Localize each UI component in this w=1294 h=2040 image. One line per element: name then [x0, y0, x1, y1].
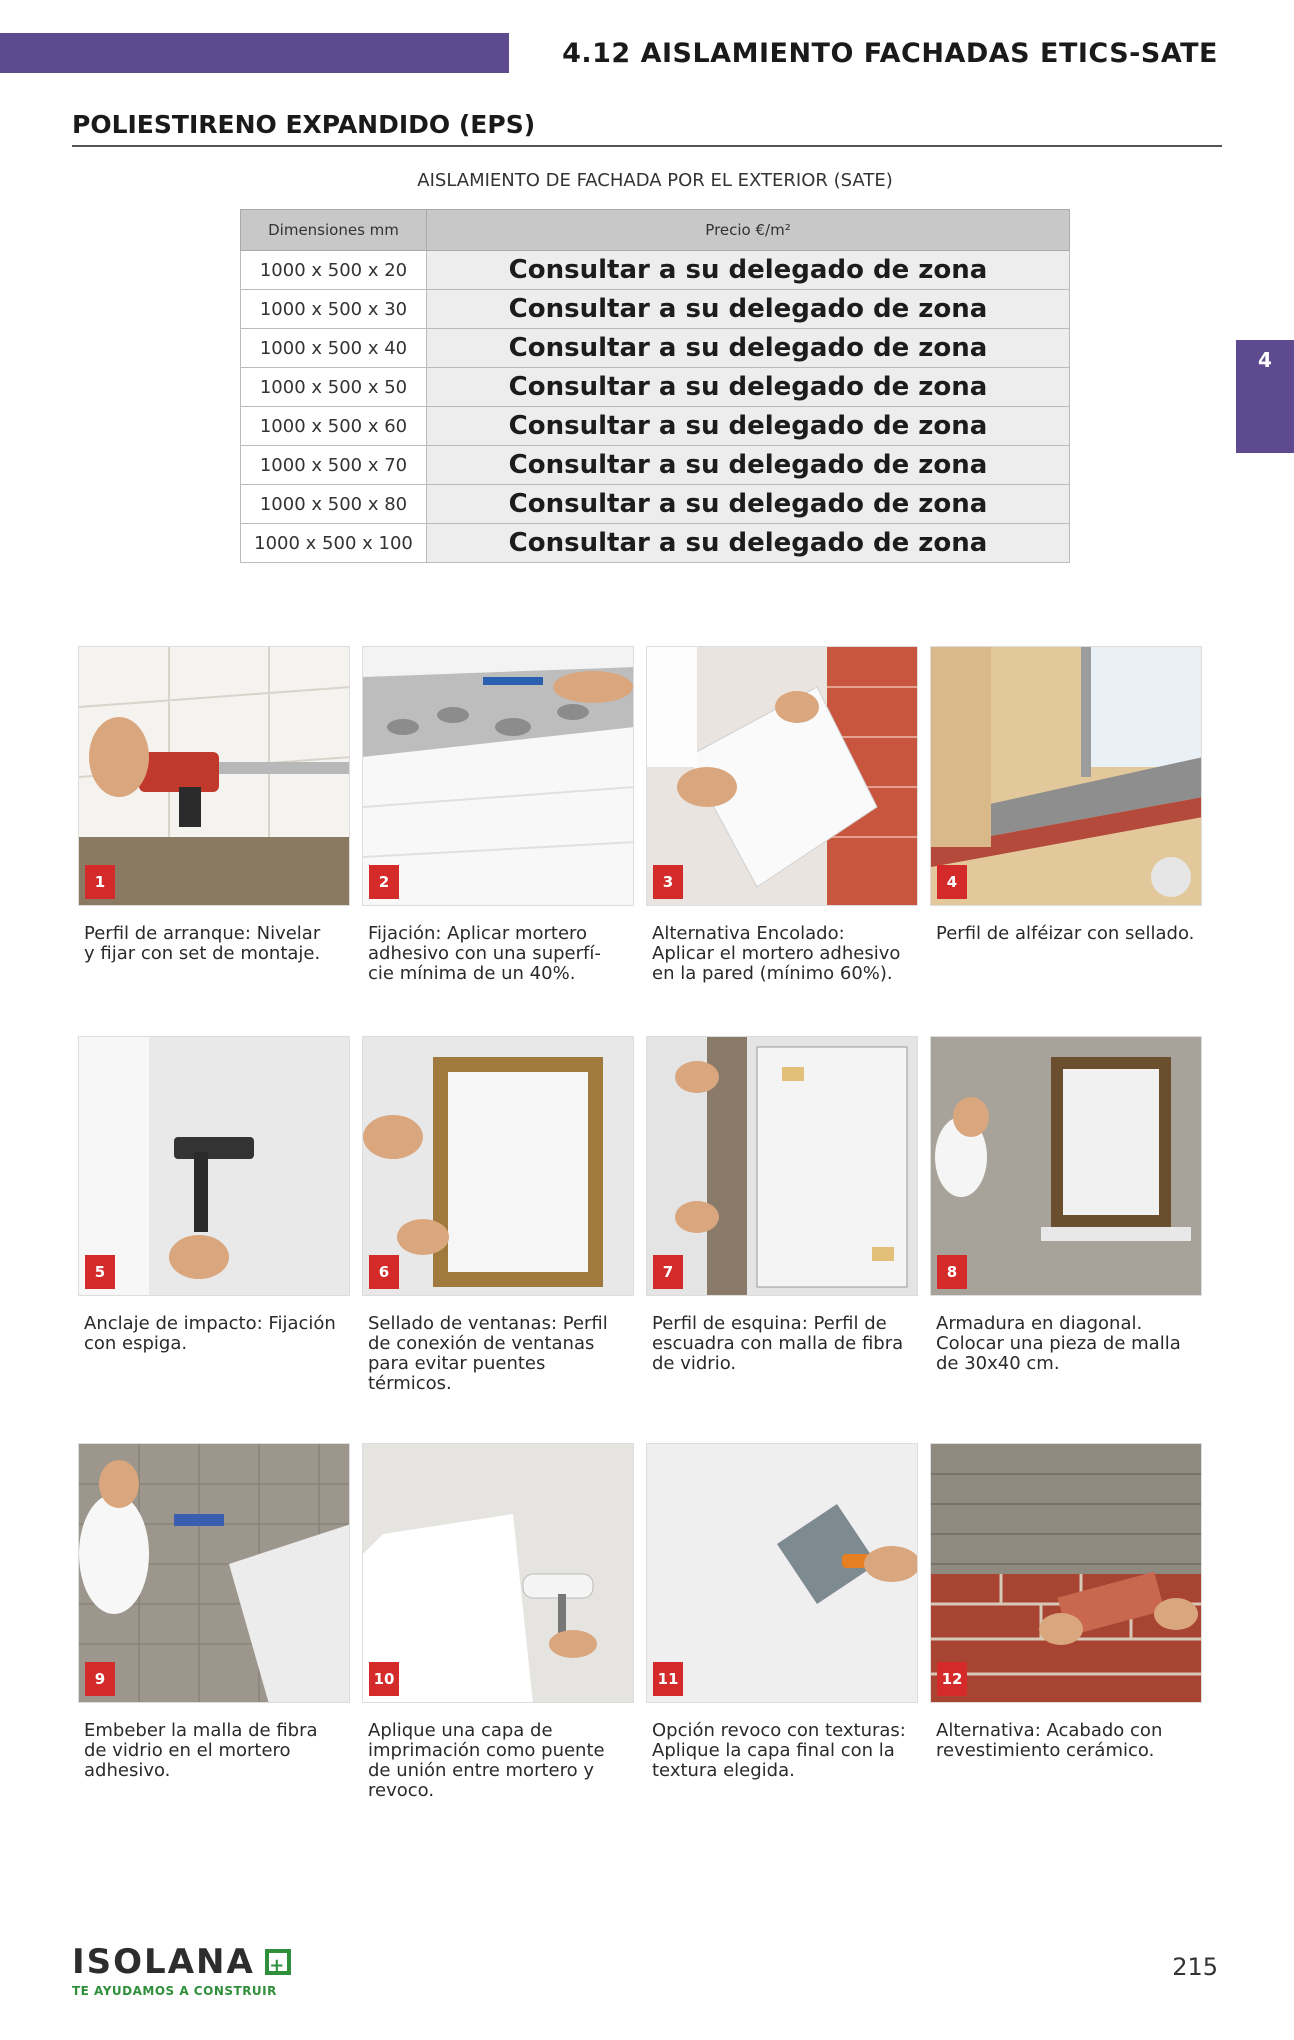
price-cell: Consultar a su delegado de zona: [427, 329, 1070, 368]
logo-text: ISOLANA: [72, 1942, 255, 1982]
step-9: [78, 1443, 350, 1781]
page-number: 215: [1172, 1953, 1218, 1981]
step-caption: Anclaje de impacto: Fijación con espiga.: [84, 1313, 336, 1354]
step-photo: [646, 1443, 918, 1703]
table-row: [241, 524, 1070, 563]
step-number-badge: 7: [653, 1255, 683, 1289]
step-photo-image: [647, 1444, 918, 1703]
step-photo: [930, 1036, 1202, 1296]
step-5: [78, 1036, 350, 1354]
step-photo: [930, 1443, 1202, 1703]
dimension-cell: 1000 x 500 x 40: [241, 329, 427, 368]
step-photo: [362, 646, 634, 906]
step-photo: [78, 1036, 350, 1296]
step-photo-image: [931, 1444, 1202, 1703]
step-photo: [646, 1036, 918, 1296]
price-cell: Consultar a su delegado de zona: [427, 485, 1070, 524]
price-cell: Consultar a su delegado de zona: [427, 524, 1070, 563]
price-cell: Consultar a su delegado de zona: [427, 446, 1070, 485]
section-title: 4.12 AISLAMIENTO FACHADAS ETICS-SATE: [562, 38, 1218, 69]
step-photo-image: [79, 647, 350, 906]
table-row: [241, 407, 1070, 446]
step-number-badge: 3: [653, 865, 683, 899]
step-photo-image: [363, 647, 634, 906]
step-1: [78, 646, 350, 964]
step-8: [930, 1036, 1202, 1374]
product-title: POLIESTIRENO EXPANDIDO (EPS): [72, 110, 1222, 147]
step-caption: Perfil de alféizar con sellado.: [936, 923, 1195, 944]
step-photo: [78, 1443, 350, 1703]
step-number-badge: 1: [85, 865, 115, 899]
dimension-cell: 1000 x 500 x 80: [241, 485, 427, 524]
table-row: [241, 446, 1070, 485]
dimension-cell: 1000 x 500 x 30: [241, 290, 427, 329]
step-photo: [930, 646, 1202, 906]
price-cell: Consultar a su delegado de zona: [427, 407, 1070, 446]
step-photo: [362, 1443, 634, 1703]
step-10: [362, 1443, 634, 1801]
price-cell: Consultar a su delegado de zona: [427, 290, 1070, 329]
step-2: [362, 646, 634, 984]
price-table: [240, 209, 1070, 563]
step-4: [930, 646, 1202, 944]
step-photo: [646, 646, 918, 906]
step-caption: Alternativa Encolado: Aplicar el mortero adhesivo en la pared (mínimo 60%).: [652, 923, 901, 984]
step-caption: Perfil de esquina: Perfil de escuadra con malla de fibra de vidrio.: [652, 1313, 904, 1374]
dimension-cell: 1000 x 500 x 70: [241, 446, 427, 485]
dimension-cell: 1000 x 500 x 20: [241, 251, 427, 290]
step-number-badge: 2: [369, 865, 399, 899]
column-header-dimensions: Dimensiones mm: [241, 210, 427, 251]
step-number-badge: 12: [937, 1662, 967, 1696]
step-caption: Fijación: Aplicar mortero adhesivo con una superfí- cie mínima de un 40%.: [368, 923, 601, 984]
price-cell: Consultar a su delegado de zona: [427, 251, 1070, 290]
step-photo-image: [363, 1444, 634, 1703]
chapter-tab[interactable]: 4: [1236, 340, 1294, 453]
step-3: [646, 646, 918, 984]
table-header-row: [241, 210, 1070, 251]
dimension-cell: 1000 x 500 x 100: [241, 524, 427, 563]
table-row: [241, 485, 1070, 524]
step-number-badge: 9: [85, 1662, 115, 1696]
step-photo-image: [647, 647, 918, 906]
step-caption: Perfil de arranque: Nivelar y fijar con set de montaje.: [84, 923, 321, 964]
step-11: [646, 1443, 918, 1781]
step-number-badge: 6: [369, 1255, 399, 1289]
step-caption: Armadura en diagonal. Colocar una pieza de malla de 30x40 cm.: [936, 1313, 1181, 1374]
logo-tagline: TE AYUDAMOS A CONSTRUIR: [72, 1984, 277, 1998]
step-photo: [78, 646, 350, 906]
step-number-badge: 5: [85, 1255, 115, 1289]
dimension-cell: 1000 x 500 x 50: [241, 368, 427, 407]
step-number-badge: 8: [937, 1255, 967, 1289]
company-logo[interactable]: [72, 1942, 291, 1998]
step-number-badge: 10: [369, 1662, 399, 1696]
step-photo-image: [79, 1037, 350, 1296]
step-caption: Opción revoco con texturas: Aplique la capa final con la textura elegida.: [652, 1720, 906, 1781]
step-caption: Embeber la malla de fibra de vidrio en el mortero adhesivo.: [84, 1720, 318, 1781]
step-photo-image: [931, 1037, 1202, 1296]
step-photo-image: [931, 647, 1202, 906]
table-row: [241, 368, 1070, 407]
step-7: [646, 1036, 918, 1374]
step-photo-image: [79, 1444, 350, 1703]
step-caption: Aplique una capa de imprimación como puente de unión entre mortero y revoco.: [368, 1720, 605, 1801]
header-accent-bar: [0, 33, 509, 73]
table-row: [241, 329, 1070, 368]
logo-plus-icon: +: [265, 1949, 291, 1975]
step-photo: [362, 1036, 634, 1296]
step-caption: Alternativa: Acabado con revestimiento cerámico.: [936, 1720, 1163, 1761]
step-photo-image: [647, 1037, 918, 1296]
dimension-cell: 1000 x 500 x 60: [241, 407, 427, 446]
table-row: [241, 290, 1070, 329]
step-caption: Sellado de ventanas: Perfil de conexión de ventanas para evitar puentes térmicos.: [368, 1313, 608, 1394]
table-caption: AISLAMIENTO DE FACHADA POR EL EXTERIOR (SATE): [417, 170, 893, 191]
column-header-price: Precio €/m²: [427, 210, 1070, 251]
table-row: [241, 251, 1070, 290]
step-12: [930, 1443, 1202, 1761]
step-photo-image: [363, 1037, 634, 1296]
step-number-badge: 11: [653, 1662, 683, 1696]
step-6: [362, 1036, 634, 1394]
step-number-badge: 4: [937, 865, 967, 899]
price-cell: Consultar a su delegado de zona: [427, 368, 1070, 407]
